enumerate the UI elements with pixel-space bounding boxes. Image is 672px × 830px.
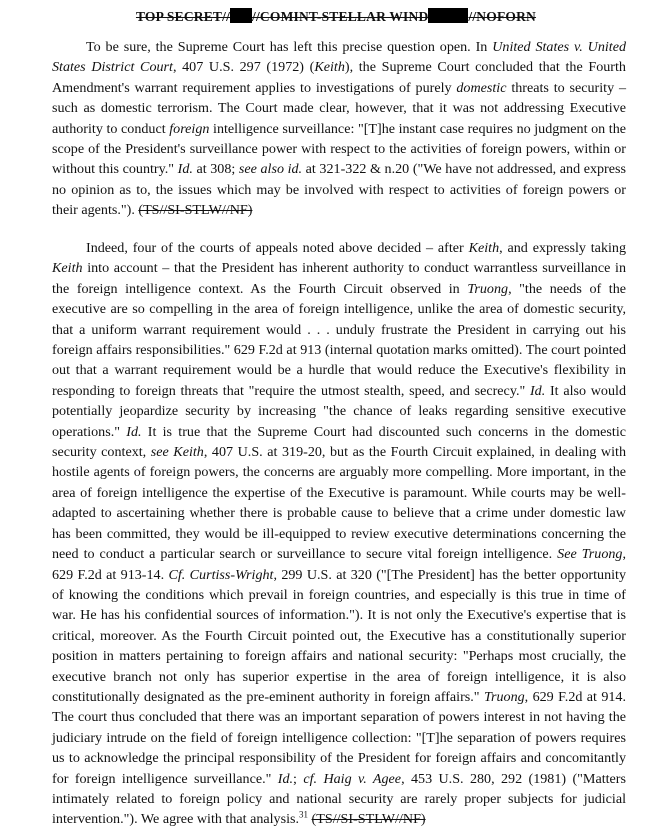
classification-header [0, 8, 672, 25]
classification-marking: (TS//SI-STLW//NF) [138, 202, 253, 219]
paragraph-1: To be sure, the Supreme Court has left this precise question open. In United States v. United States District Court, 407 U.S. 297 (1972) (Keith), the Supreme Court concluded that the Fourth Amendment's warrant requirement applies to investigations of purely domestic threats to security – such as domestic terrorism. The Court made clear, however, that it was not addressing Executive authority to conduct foreign intelligence surveillance: "[T]he instant case requires no judgment on the scope of the President's surveillance power with respect to the activities of foreign powers, within or without this country." Id. at 308; see also id. at 321-322 & n.20 ("We have not addressed, and express no opinion as to, the issues which may be involved with respect to activities of foreign powers or their agents."). (TS//SI-STLW//NF) [52, 39, 626, 219]
redaction-block [428, 8, 468, 23]
paragraph-2: Indeed, four of the courts of appeals noted above decided – after Keith, and expressly taking Keith into account – that the President has inherent authority to conduct warrantless surveillance in the foreign intelligence context. As the Fourth Circuit observed in Truong, "the needs of the executive are so compelling in the area of foreign intelligence, unlike the area of domestic security, that a uniform warrant requirement would . . . unduly frustrate the President in carrying out his foreign affairs responsibilities." 629 F.2d at 913 (internal quotation marks omitted). The court pointed out that a warrant requirement would be a hurdle that would reduce the Executive's flexibility in responding to foreign threats that "require the utmost stealth, speed, and secrecy." Id. It also would potentially jeopardize security by increasing "the chance of leaks regarding sensitive executive operations." Id. It is true that the Supreme Court had discounted such concerns in the domestic security context, see Keith, 407 U.S. at 319-20, but as the Fourth Circuit explained, in dealing with hostile agents of foreign powers, the concerns are arguably more compelling. More important, in the area of foreign intelligence the expertise of the Executive is paramount. While courts may be well-adapted to ascertaining whether there is probable cause to believe that a crime under domestic law has been committed, they would be ill-equipped to review executive determinations concerning the need to conduct a particular search or surveillance to secure vital foreign intelligence. See Truong, 629 F.2d at 913-14. Cf. Curtiss-Wright, 299 U.S. at 320 ("[The President] has the better opportunity of knowing the conditions which prevail in foreign countries, and especially is this true in time of war. He has his confidential sources of information."). It is not only the Executive's expertise that is critical, moreover. As the Fourth Circuit pointed out, the Executive has a constitutionally superior position in matters pertaining to foreign affairs and national security: "Perhaps most crucially, the executive branch not only has superior expertise in the area of foreign intelligence, it is also constitutionally designated as the pre-eminent authority in foreign affairs." Truong, 629 F.2d at 914. The court thus concluded that there was an important separation of powers interest in not having the judiciary intrude on the field of foreign intelligence collection: "[T]he separation of powers requires us to acknowledge the principal responsibility of the President for foreign affairs and concomitantly for foreign intelligence surveillance." Id.; cf. Haig v. Agee, 453 U.S. 280, 292 (1981) ("Matters intimately related to foreign policy and national security are rarely proper subjects for judicial intervention."). We agree with that analysis.$^{31}$ (TS//SI-STLW//NF) [52, 240, 626, 828]
header-classification: TOP SECRET// //COMINT-STELLAR WIND //NOFORN [135, 9, 537, 24]
footnote-reference: 31 [299, 809, 309, 820]
redaction-block [230, 8, 252, 23]
classification-marking: (TS//SI-STLW//NF) [311, 811, 426, 828]
